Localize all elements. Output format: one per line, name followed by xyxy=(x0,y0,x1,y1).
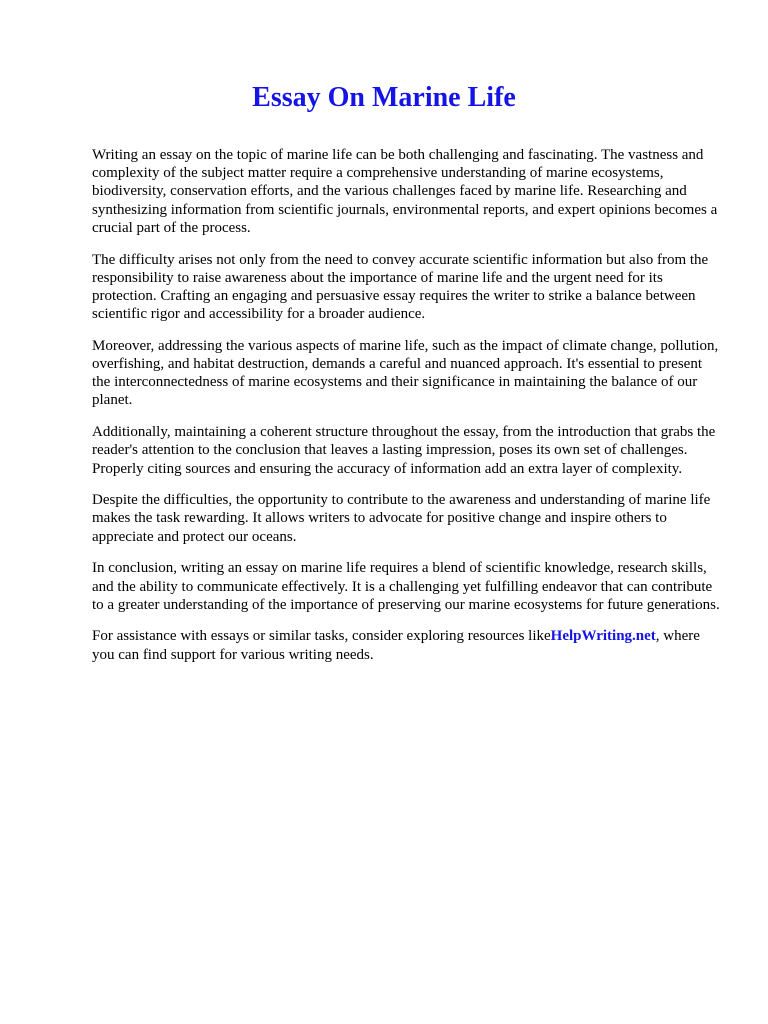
helpwriting-link[interactable]: HelpWriting.net xyxy=(550,628,656,645)
paragraph-6: In conclusion, writing an essay on marine life requires a blend of scientific knowledge, research skills, and the ability to communicate effectively. It is a challenging yet fulfilling endeavor that can contribute to a greater understanding of the importance of preserving our marine ecosystems for future generations. xyxy=(92,560,720,613)
paragraph-1: Writing an essay on the topic of marine life can be both challenging and fascinating. The vastness and complexity of the subject matter require a comprehensive understanding of marine ecosystems, biodiversity, conservation efforts, and the various challenges faced by marine life. Researching and synthesizing information from scientific journals, environmental reports, and expert opinions becomes a crucial part of the process. xyxy=(92,147,718,236)
paragraph-2: The difficulty arises not only from the need to convey accurate scientific information but also from the responsibility to raise awareness about the importance of marine life and the urgent need for its protection. Crafting an engaging and persuasive essay requires the writer to strike a balance between scientific rigor and accessibility for a broader audience. xyxy=(92,251,709,323)
paragraph-4: Additionally, maintaining a coherent structure throughout the essay, from the introduction that grabs the reader's attention to the conclusion that leaves a lasting impression, poses its own set of challenges. Properly citing sources and ensuring the accuracy of information add an extra layer of complexity. xyxy=(92,424,716,477)
paragraph-7-lead-text: For assistance with essays or similar tasks, consider exploring resources like xyxy=(92,628,551,645)
paragraph-7-tail-text: , where you can find support for various writing needs. xyxy=(92,628,700,663)
paragraph-3: Moreover, addressing the various aspects of marine life, such as the impact of climate change, pollution, overfishing, and habitat destruction, demands a careful and nuanced approach. It's essential to present the interconnectedness of marine ecosystems and their significance in maintaining the balance of our planet. xyxy=(92,337,719,409)
paragraph-7 xyxy=(92,627,722,663)
essay-body xyxy=(92,146,722,677)
paragraph-5: Despite the difficulties, the opportunity to contribute to the awareness and understanding of marine life makes the task rewarding. It allows writers to advocate for positive change and inspire others to appreciate and protect our oceans. xyxy=(92,492,711,545)
page-title: Essay On Marine Life xyxy=(252,82,516,113)
